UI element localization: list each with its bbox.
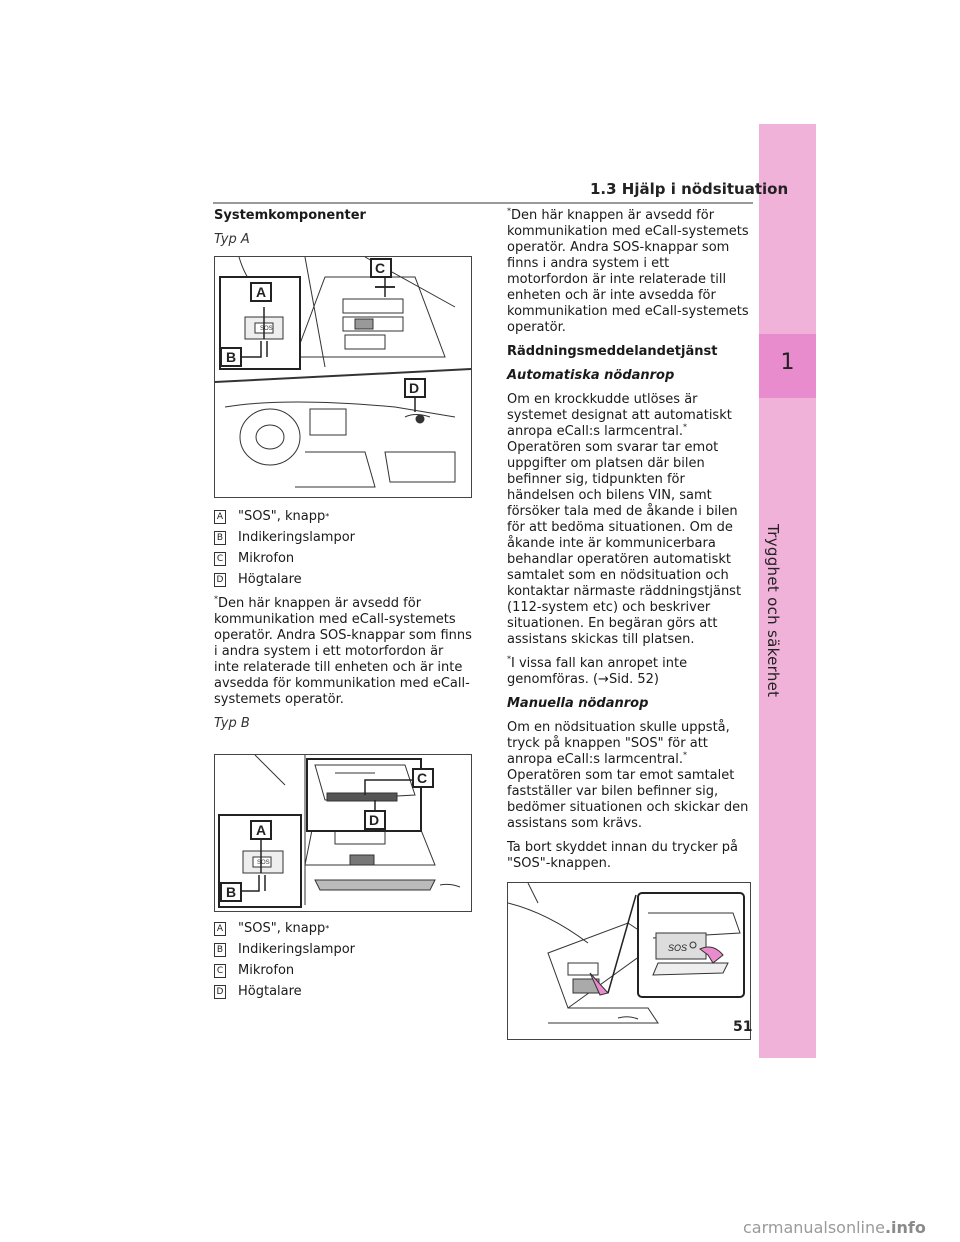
legend-text: "SOS", knapp: [238, 920, 326, 936]
footnote-text: Den här knappen är avsedd för kommunikation med eCall-systemets operatör. Andra SOS-knappar som finns i andra system i ett motorfordon är inte relaterade till enheten och är inte avsedda för kommunikation med eCall-systemets operatör.: [214, 596, 472, 707]
note-text: [507, 656, 753, 688]
footnote-text: Den här knappen är avsedd för kommunikation med eCall-systemets operatör. Andra SOS-knappar som finns i andra system i ett motorfordon är inte relaterade till enheten och är inte avsedda för kommunikation med eCall-systemets operatör.: [507, 208, 749, 335]
left-footnote: [214, 596, 472, 708]
legend-key: C: [214, 964, 226, 978]
sos-label-cover: SOS: [668, 943, 688, 953]
legend-key: D: [214, 985, 226, 999]
p1-part-b: Operatören som svarar tar emot uppgifter om platsen där bilen befinner sig, tidpunkten för händelsen och bilens VIN, samt försöker tala med de åkande i bilen för att bedöma situationen. Om de åkande inte är kommunicerbara behandlar operatören automatiskt samtalet som en nödsituation och kontaktar närmaste räddningstjänst (112-system etc) och beskriver situationen. En begäran görs att assistans skickas till platsen.: [507, 440, 742, 647]
p2-part-b: Operatören som tar emot samtalet fastställer var bilen befinner sig, bedömer situationen och skickar den assistans som krävs.: [507, 768, 749, 831]
service-heading: Räddningsmeddelandetjänst: [507, 344, 718, 359]
chapter-sidebar: [759, 124, 816, 1058]
figure-type-a: [214, 256, 472, 498]
page-number: 51: [733, 1019, 753, 1035]
sos-label: SOS: [260, 326, 273, 332]
legend-text: "SOS", knapp: [238, 508, 326, 524]
legend-item: A "SOS", knapp *: [214, 506, 472, 527]
type-b-label: Typ B: [214, 716, 250, 731]
legend-text: Högtalare: [238, 983, 302, 999]
callout-c: C: [375, 260, 386, 276]
cover-removal-text: Ta bort skyddet innan du trycker på "SOS"-knappen.: [507, 840, 739, 871]
legend-text: Högtalare: [238, 571, 302, 587]
note-star: *: [507, 654, 511, 664]
figure-type-b: [214, 754, 472, 912]
figure-type-b-drawing: [215, 755, 471, 911]
components-heading: Systemkomponenter: [214, 208, 366, 223]
watermark-brand: carmanualsonline: [743, 1218, 885, 1237]
type-a-label: Typ A: [214, 232, 250, 247]
figure-sos-cover: [507, 882, 751, 1040]
legend-text: Indikeringslampor: [238, 529, 356, 545]
legend-text: Mikrofon: [238, 550, 295, 566]
note-body: I vissa fall kan anropet inte genomföras. (→Sid. 52): [507, 656, 688, 687]
sos-label-b: SOS: [257, 860, 270, 866]
watermark-tld: .info: [884, 1218, 926, 1237]
legend-key: C: [214, 552, 226, 566]
legend-type-a: [214, 506, 472, 590]
left-column: [214, 208, 472, 1002]
automatic-calls-heading: Automatiska nödanrop: [507, 368, 675, 383]
legend-item: [214, 527, 472, 548]
legend-key: B: [214, 531, 226, 545]
automatic-calls-text: [507, 392, 753, 648]
callout-a: A: [256, 284, 267, 300]
manual-calls-text: [507, 720, 753, 832]
section-header: 1.3 Hjälp i nödsituation: [590, 180, 789, 198]
legend-type-b: [214, 918, 472, 1002]
callout-d-b: D: [369, 812, 380, 828]
figure-type-a-drawing: [215, 257, 471, 497]
callout-b: B: [226, 349, 237, 365]
callout-b-b: B: [226, 884, 237, 900]
chapter-number: 1: [780, 350, 795, 375]
legend-text: Indikeringslampor: [238, 941, 356, 957]
legend-item: [214, 548, 472, 569]
right-column: [507, 208, 753, 1040]
legend-text: Mikrofon: [238, 962, 295, 978]
p1-star: *: [683, 422, 688, 432]
legend-key: D: [214, 573, 226, 587]
legend-item: [214, 939, 472, 960]
callout-a-b: A: [256, 822, 267, 838]
legend-item: [214, 569, 472, 590]
legend-item: [214, 981, 472, 1002]
callout-d: D: [409, 380, 420, 396]
header-rule: [213, 202, 753, 204]
legend-key: A: [214, 510, 226, 524]
p2-part-a: Om en nödsituation skulle uppstå, tryck på knappen "SOS" för att anropa eCall:s larmcentral.: [507, 720, 730, 767]
chapter-title: Trygghet och säkerhet: [764, 524, 782, 698]
legend-item: A "SOS", knapp *: [214, 918, 472, 939]
footnote-star: *: [507, 206, 511, 216]
callout-c-b: C: [417, 770, 428, 786]
legend-item: [214, 960, 472, 981]
p2-star: *: [683, 750, 688, 760]
right-footnote: [507, 208, 753, 336]
watermark[interactable]: [743, 1218, 926, 1237]
footnote-star: *: [214, 594, 218, 604]
figure-sos-cover-drawing: [508, 883, 753, 1039]
legend-key: B: [214, 943, 226, 957]
p1-part-a: Om en krockkudde utlöses är systemet designat att automatiskt anropa eCall:s larmcentral.: [507, 392, 732, 439]
legend-key: A: [214, 922, 226, 936]
manual-calls-heading: Manuella nödanrop: [507, 696, 649, 711]
